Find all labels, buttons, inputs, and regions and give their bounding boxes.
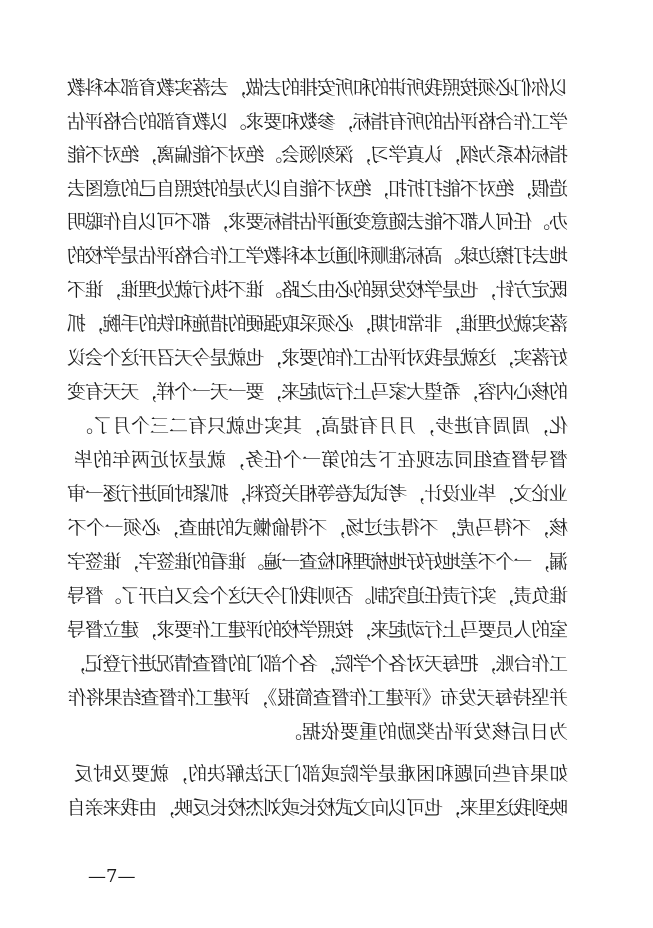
text-line: 如果有些问题和困难是学院或部门无法解决的，就要及时反 — [73, 763, 568, 785]
text-line: 学工作合格评估的所有指标，参数和要求。以教育部的合格评估 — [67, 111, 568, 133]
text-line: 办。任何人都不能去随意变通评估指标要求，都不可以自作聪明 — [67, 211, 568, 233]
text-line: 业论文，毕业设计，考试试卷等相关资料，抓紧时间进行逐一审 — [67, 483, 568, 505]
text-line: 造假，绝对不能打折扣，绝对不能自以为是的按照自己的意图去 — [67, 178, 568, 200]
text-line: 的核心内容，希望大家马上行动起来，要一天一个样，天天有变 — [67, 381, 568, 403]
text-line: 为日后核发评估奖励的重要依据。 — [282, 721, 568, 743]
text-line: 以你们必须按照我所讲的和所安排的去做，去落实教育部本科教 — [67, 77, 568, 99]
text-line: 工作台账，把每天对各个学院，各个部门的督查情况进行登记， — [67, 653, 568, 675]
text-line: 映到我这里来，也可以向文武校长或刘杰校长反映，由我来亲自 — [67, 797, 568, 819]
text-line: 室的人员要马上行动起来，按照学校的评建工作要求，建立督导 — [67, 619, 568, 641]
text-line: 化，周周有进步，月月有提高，其实也就只有二三个月了。 — [73, 415, 568, 437]
page-number: —7— — [88, 866, 136, 887]
text-line: 核，不得马虎，不得走过场，不得偷懒式的抽查，必须一个不 — [67, 517, 568, 539]
text-line: 好落实，这就是我对评估工作的要求，也就是今天召开这个会议 — [67, 347, 568, 369]
text-line: 谁负责，实行责任追究制。否则我们今天这个会又白开了。督导 — [67, 585, 568, 607]
text-line: 督导督查组同志现在下去的第一个任务，就是对近两年的毕 — [73, 449, 568, 471]
text-line: 地去打擦边球。高标准顺利通过本科教学工作合格评估是学校的 — [67, 245, 568, 267]
text-line: 既定方针，也是学校发展的必由之路。谁不执行就处理谁，谁不 — [67, 279, 568, 301]
text-line: 落实就处理谁，非常时期，必须采取强硬的措施和铁的手腕，抓 — [67, 313, 568, 335]
text-line: 指标体系为纲，认真学习，深刻领会。绝对不能偏离，绝对不能 — [67, 144, 568, 166]
text-line: 并坚持每天发布《评建工作督查简报》，评建工作督查结果将作 — [68, 687, 568, 709]
text-line: 漏，一个不差地好好地梳理和检查一遍。谁看的谁签字，谁签字 — [67, 551, 568, 573]
